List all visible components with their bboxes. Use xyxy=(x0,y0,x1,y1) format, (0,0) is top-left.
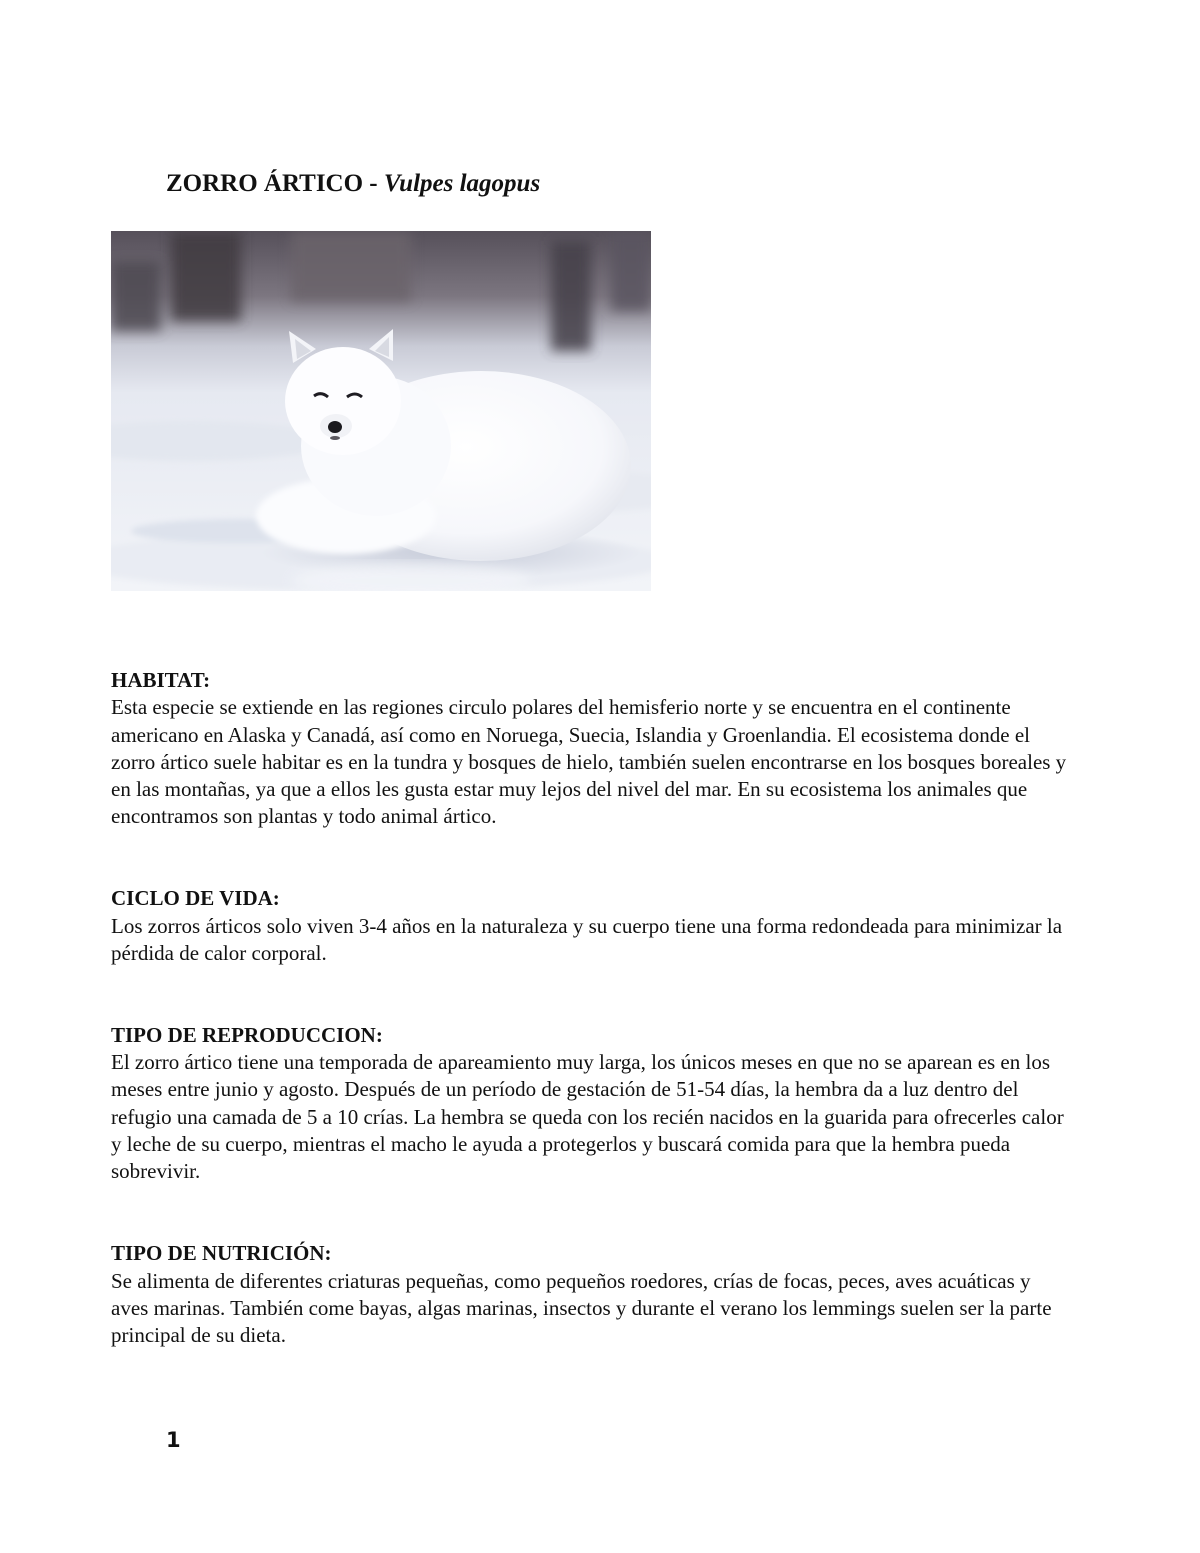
title-scientific-name: Vulpes lagopus xyxy=(383,170,541,197)
section-heading: TIPO DE NUTRICIÓN: xyxy=(111,1241,332,1266)
section-life-cycle xyxy=(111,885,1071,967)
section-body: Se alimenta de diferentes criaturas pequeñas, como pequeños roedores, crías de focas, peces, aves acuáticas y aves marinas. También come bayas, algas marinas, insectos y durante el verano los lemmings suelen ser la parte principal de su dieta. xyxy=(111,1268,1052,1348)
section-body: El zorro ártico tiene una temporada de apareamiento muy larga, los únicos meses en que no se aparean es en los meses entre junio y agosto. Después de un período de gestación de 51-54 días, la hembra da a luz dentro del refugio una camada de 5 a 10 crías. La hembra se queda con los recién nacidos en la guarida para ofrecerles calor y leche de su cuerpo, mientras el macho le ayuda a protegerlos y buscará comida para que la hembra pueda sobrevivir. xyxy=(111,1050,1064,1184)
section-heading: CICLO DE VIDA: xyxy=(111,886,280,911)
document-body xyxy=(111,667,1071,1404)
page-number: 1 xyxy=(166,1428,181,1452)
section-habitat xyxy=(111,667,1071,831)
section-heading: HABITAT: xyxy=(111,668,211,692)
section-reproduction xyxy=(111,1022,1071,1186)
document-title xyxy=(166,170,540,198)
title-common-name: ZORRO ÁRTICO - xyxy=(166,170,378,197)
section-body: Los zorros árticos solo viven 3-4 años en la naturaleza y su cuerpo tiene una forma redondeada para minimizar la pérdida de calor corporal. xyxy=(111,913,1063,965)
arctic-fox-photo xyxy=(111,231,651,591)
section-nutrition xyxy=(111,1240,1071,1349)
section-heading: TIPO DE REPRODUCCION: xyxy=(111,1022,383,1047)
section-body: Esta especie se extiende en las regiones circulo polares del hemisferio norte y se encuentra en el continente americano en Alaska y Canadá, así como en Noruega, Suecia, Islandia y Groenlandia. El ecosistema donde el zorro ártico suele habitar es en la tundra y bosques de hielo, también suelen encontrarse en los bosques boreales y en las montañas, ya que a ellos les gusta estar muy lejos del nivel del mar. En su ecosistema los animales que encontramos son plantas y todo animal ártico. xyxy=(111,695,1067,829)
